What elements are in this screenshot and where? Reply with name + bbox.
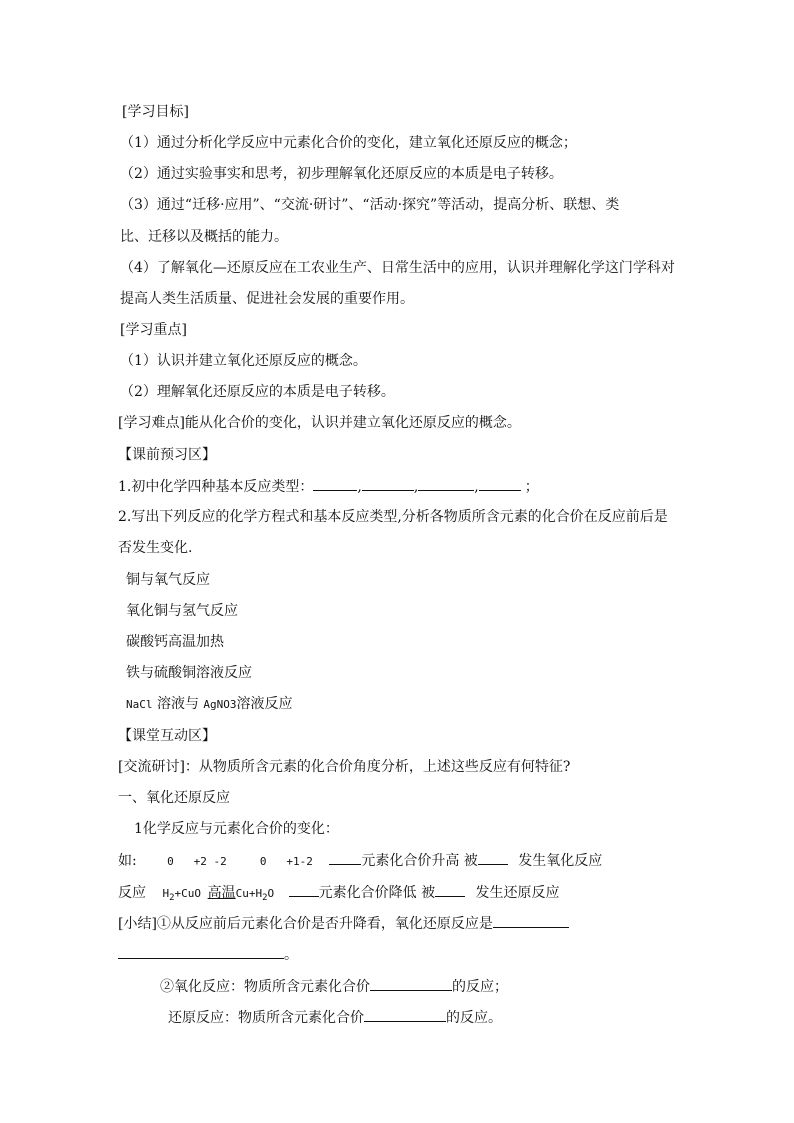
reaction-item: 铜与氧气反应 [126,572,210,588]
preview-heading: 【课前预习区】 [118,447,216,463]
agno3-formula: AgNO3 [203,698,237,711]
o-symbol: O [267,887,275,900]
answer-blank[interactable] [313,476,357,491]
reduction-definition [168,1007,502,1028]
section-title: 一、氧化还原反应 [118,790,230,806]
reaction-label: 反应 [118,885,146,901]
answer-blank[interactable] [289,882,319,897]
separator: , [474,479,479,495]
definition-prefix: 还原反应：物质所含元素化合价 [168,1010,364,1026]
answer-blank[interactable] [329,850,361,865]
question-1-end: ； [524,479,539,495]
row-tail: 发生氧化反应 [518,853,603,869]
reaction-condition: 高温 [207,885,236,901]
preview-question-2-line-1: 2.写出下列反应的化学方程式和基本反应类型,分析各物质所含元素的化合价在反应前后是 [118,509,668,525]
equation-products [235,887,275,904]
row-text: 元素化合价降低 被 [318,885,436,901]
cu-h2-text: Cu+H [235,887,263,900]
key-points-heading: [学习重点] [120,322,187,338]
separator: , [413,479,419,495]
reaction-item: 碳酸钙高温加热 [126,634,224,650]
reaction-text: 溶液反应 [236,696,293,712]
difficulty-line: [学习难点]能从化合价的变化，认识并建立氧化还原反应的概念。 [118,415,521,431]
cuo-text: +CuO [174,887,208,900]
h2-symbol: H [162,887,170,900]
oxidation-definition [160,976,508,997]
objective-item-3-line-1: （3）通过“迁移·应用”、“交流·研讨”、“活动·探究”等活动，提高分析、联想、类 [120,197,620,213]
row-text: 元素化合价升高 被 [361,853,478,869]
summary-end: 。 [284,947,298,963]
example-row-1 [118,850,602,872]
subsection-title: 1化学反应与元素化合价的变化： [134,821,339,837]
example-label: 如: [118,853,137,869]
valence-numbers: 0 +2 -2 0 +1-2 [167,855,313,868]
key-point-item-1: （1）认识并建立氧化还原反应的概念。 [120,353,367,369]
objective-item-4-line-1: （4）了解氧化—还原反应在工农业生产、日常生活中的应用，认识并理解化学这门学科对 [120,260,675,276]
reaction-text: 溶液与 [156,696,199,712]
reaction-item [126,694,293,715]
answer-blank[interactable] [418,476,474,491]
objective-item-1: （1）通过分析化学反应中元素化合价的变化，建立氧化还原反应的概念； [120,135,577,151]
example-row-2 [118,882,560,904]
answer-blank[interactable] [493,913,569,928]
objective-item-4-line-2: 提高人类生活质量、促进社会发展的重要作用。 [120,291,414,307]
answer-blank[interactable] [364,1007,446,1022]
answer-blank[interactable] [370,976,452,991]
summary-line-2 [118,944,298,965]
definition-end: 的反应。 [446,1010,502,1026]
question-1-prefix: 1.初中化学四种基本反应类型： [118,479,314,495]
equation [162,887,208,904]
subscript: 2 [169,893,175,904]
summary-prefix: [小结]①从反应前后元素化合价是否升降看，氧化还原反应是 [118,916,493,932]
definition-prefix: ②氧化反应：物质所含元素化合价 [160,979,370,995]
reaction-item: 铁与硫酸铜溶液反应 [126,665,252,681]
answer-blank[interactable] [435,882,465,897]
definition-end: 的反应； [452,979,508,995]
preview-question-1 [118,476,539,497]
nacl-formula: NaCl [126,698,153,711]
discussion-line: [交流研讨]：从物质所含元素的化合价角度分析，上述这些反应有何特征? [118,759,571,775]
preview-question-2-line-2: 否发生变化. [118,540,193,556]
objective-item-2: （2）通过实验事实和思考，初步理解氧化还原反应的本质是电子转移。 [120,166,563,182]
objectives-heading: [学习目标] [122,104,189,120]
summary-line-1 [118,913,569,934]
key-point-item-2: （2）理解氧化还原反应的本质是电子转移。 [120,384,395,400]
answer-blank[interactable] [362,476,414,491]
reaction-item: 氧化铜与氢气反应 [126,603,238,619]
answer-blank[interactable] [478,850,508,865]
answer-blank[interactable] [118,944,284,959]
classroom-heading: 【课堂互动区】 [118,728,216,744]
objective-item-3-line-2: 比、迁移以及概括的能力。 [120,229,288,245]
subscript: 2 [262,893,268,904]
answer-blank[interactable] [479,476,521,491]
row-tail: 发生还原反应 [475,885,560,901]
separator: , [357,479,362,495]
